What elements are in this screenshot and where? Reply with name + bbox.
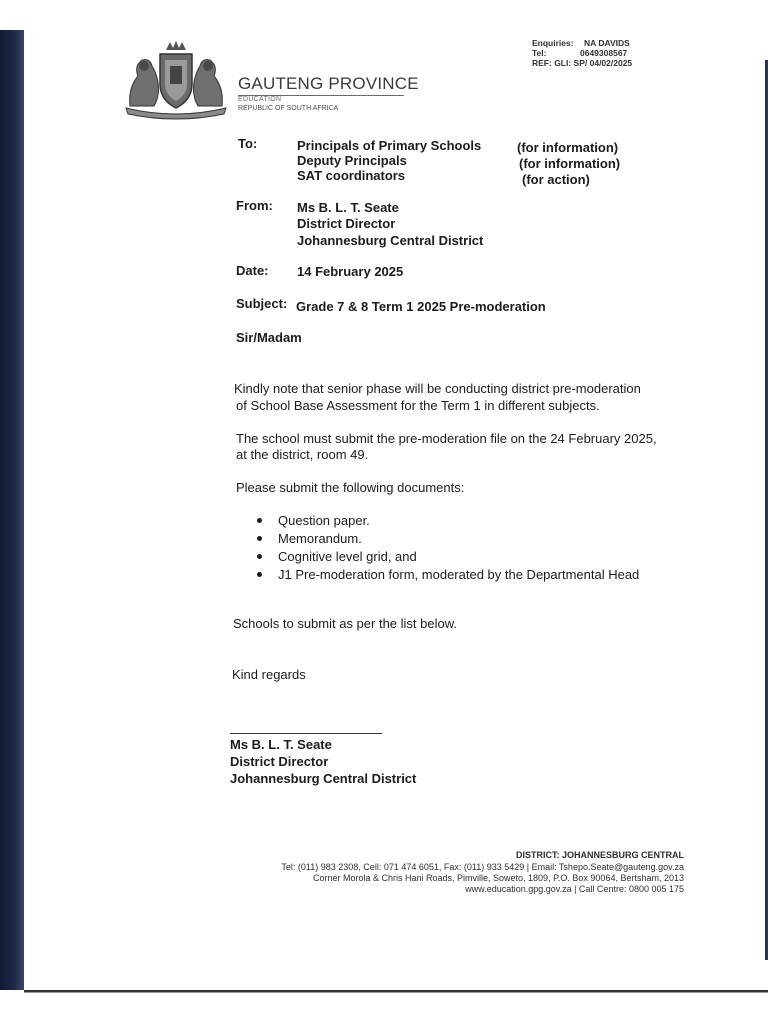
recipient-purpose: (for information) xyxy=(517,140,619,155)
closing: Kind regards xyxy=(232,667,306,682)
salutation: Sir/Madam xyxy=(236,330,302,345)
signature-line xyxy=(230,733,382,734)
body-paragraph-1-line-1: Kindly note that senior phase will be conducting district pre-moderation xyxy=(234,381,641,396)
scan-edge-left xyxy=(0,30,24,990)
bullet-icon xyxy=(257,572,262,577)
from-district: Johannesburg Central District xyxy=(297,233,484,248)
brand-name: GAUTENG PROVINCE xyxy=(238,74,419,93)
footer-website: www.education.gpg.gov.za | Call Centre: 0800 005 175 xyxy=(465,884,684,894)
coat-of-arms-icon xyxy=(120,40,232,120)
from-title: District Director xyxy=(297,216,396,231)
tel-value: 0649308567 xyxy=(580,48,628,58)
enquiries-label: Enquiries: xyxy=(532,38,574,48)
to-label: To: xyxy=(238,136,258,151)
footer-address: Corner Morola & Chris Hani Roads, Pimville, Soweto, 1809, P.O. Box 90064, Bertsham, 2013 xyxy=(312,873,684,883)
brand-department: EDUCATION xyxy=(238,96,282,103)
tel-label: Tel: xyxy=(532,48,547,58)
signature-district: Johannesburg Central District xyxy=(230,771,417,786)
recipient-purpose: (for information) xyxy=(519,156,621,171)
brand-country: REPUBLIC OF SOUTH AFRICA xyxy=(238,105,339,112)
signature-name: Ms B. L. T. Seate xyxy=(230,737,332,752)
recipient-name: SAT coordinators xyxy=(297,168,406,183)
ref-label: REF: GLI: SP/ 04/02/2025 xyxy=(532,58,633,68)
date-value: 14 February 2025 xyxy=(297,264,404,279)
body-paragraph-2-line-2: at the district, room 49. xyxy=(236,447,369,462)
recipient-name: Deputy Principals xyxy=(297,153,407,168)
recipient-purpose: (for action) xyxy=(522,172,590,187)
from-name: Ms B. L. T. Seate xyxy=(297,200,399,215)
date-label: Date: xyxy=(236,263,269,278)
from-label: From: xyxy=(236,198,273,213)
bullet-icon xyxy=(257,554,262,559)
recipient-name: Principals of Primary Schools xyxy=(297,138,482,153)
body-paragraph-1-line-2: of School Base Assessment for the Term 1 in different subjects. xyxy=(236,398,600,413)
signature-title: District Director xyxy=(230,754,329,769)
scan-edge-bottom xyxy=(24,990,768,1024)
body-paragraph-3: Please submit the following documents: xyxy=(236,480,465,495)
list-item: Memorandum. xyxy=(278,531,362,546)
subject-value: Grade 7 & 8 Term 1 2025 Pre-moderation xyxy=(296,299,546,314)
enquiries-value: NA DAVIDS xyxy=(584,38,630,48)
list-item: Cognitive level grid, and xyxy=(278,549,417,564)
bullet-icon xyxy=(257,518,262,523)
footer-district: DISTRICT: JOHANNESBURG CENTRAL xyxy=(515,850,684,860)
subject-label: Subject: xyxy=(236,296,288,311)
body-paragraph-4: Schools to submit as per the list below. xyxy=(233,616,458,631)
bullet-icon xyxy=(257,536,262,541)
footer-contact: Tel: (011) 983 2308, Cell: 071 474 6051, Fax: (011) 933 5429 | Email: Tshepo.Seate@gauteng.gov.za xyxy=(281,862,684,872)
list-item: Question paper. xyxy=(278,513,370,528)
body-paragraph-2-line-1: The school must submit the pre-moderation file on the 24 February 2025, xyxy=(236,431,657,446)
list-item: J1 Pre-moderation form, moderated by the Departmental Head xyxy=(278,567,640,582)
